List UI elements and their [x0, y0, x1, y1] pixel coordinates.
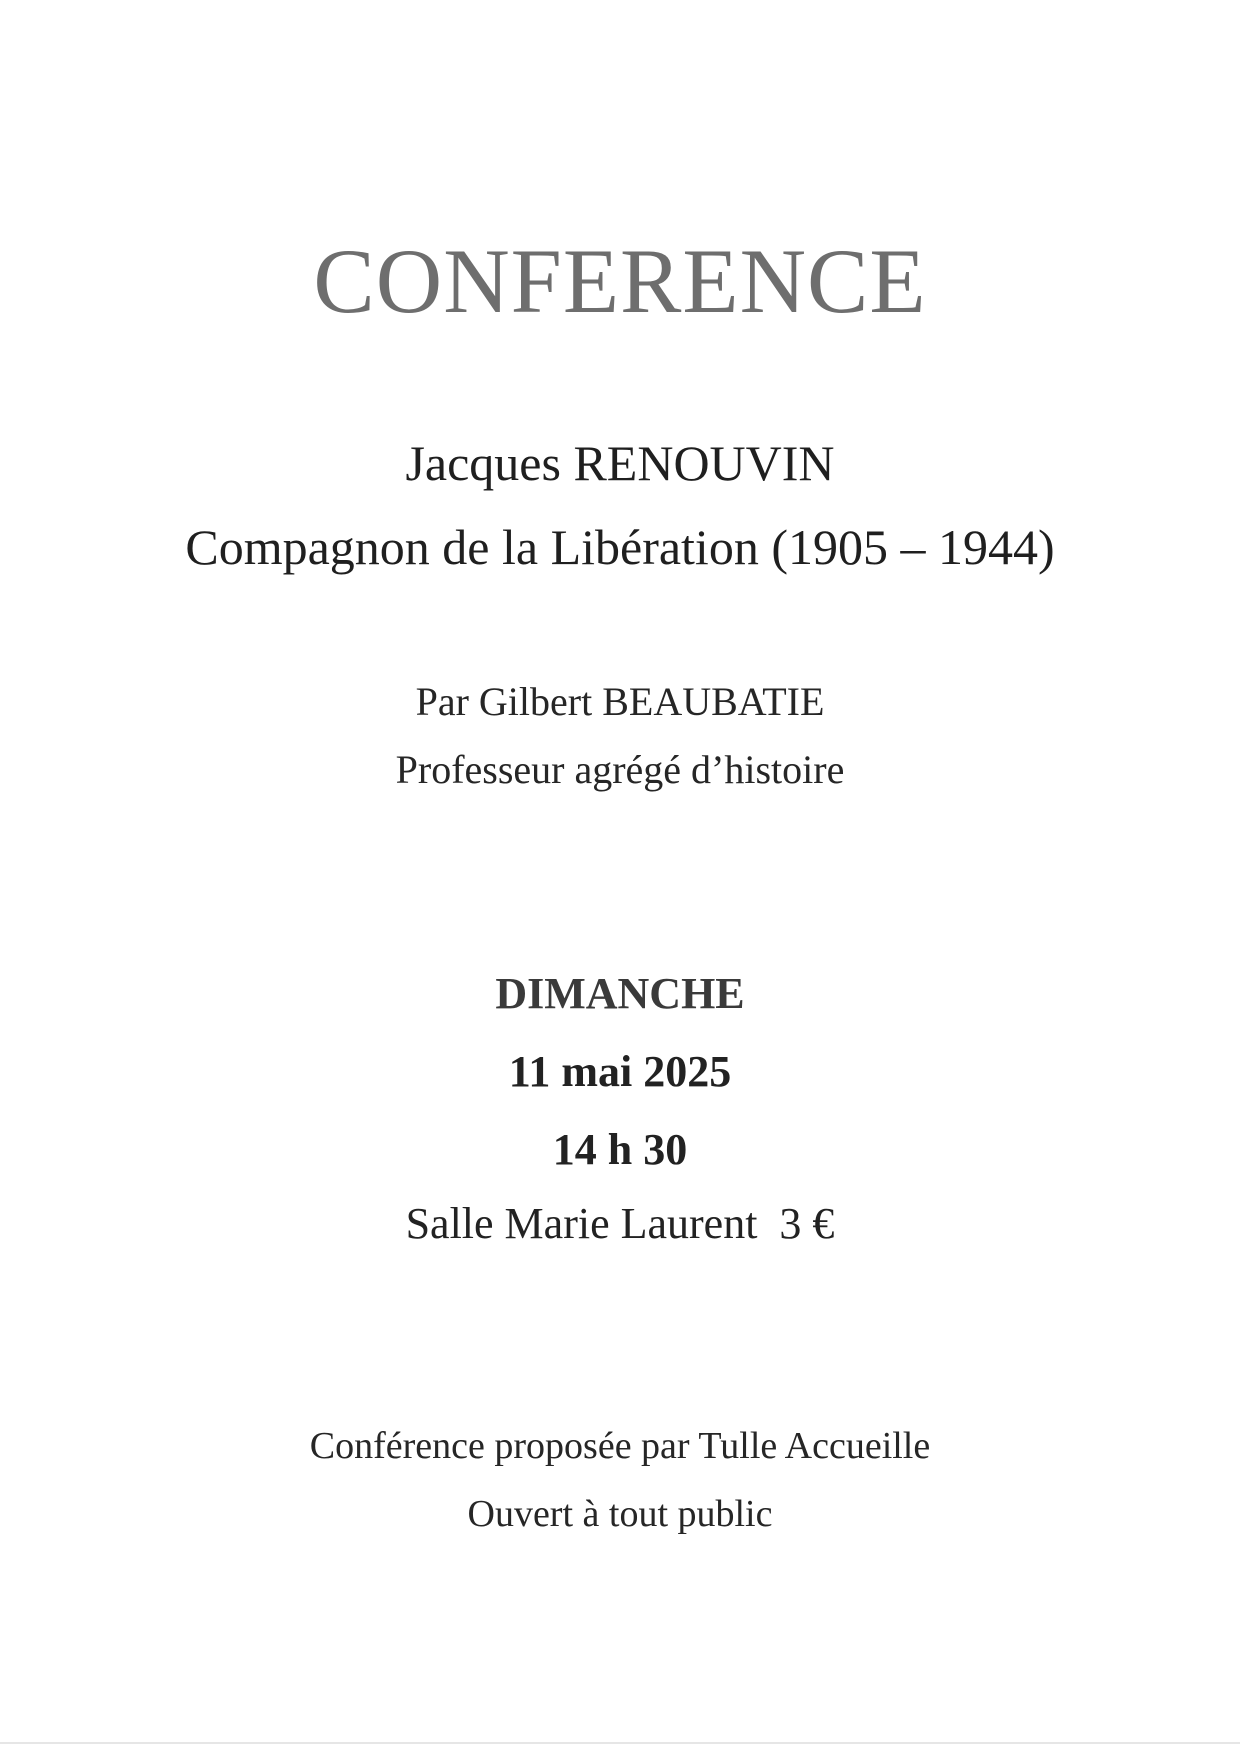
event-day: DIMANCHE — [495, 969, 745, 1018]
organizer-note: Conférence proposée par Tulle Accueille — [309, 1425, 931, 1467]
speaker-name: Par Gilbert BEAUBATIE — [415, 679, 825, 724]
speaker-title: Professeur agrégé d’histoire — [395, 747, 845, 792]
audience-note: Ouvert à tout public — [467, 1493, 773, 1535]
event-venue: Salle Marie Laurent — [405, 1199, 758, 1248]
event-venue-line — [0, 1198, 1240, 1249]
event-time: 14 h 30 — [552, 1125, 688, 1174]
event-date: 11 mai 2025 — [508, 1047, 732, 1096]
event-price: 3 € — [779, 1199, 835, 1248]
page-title: CONFERENCE — [313, 230, 927, 332]
subject-description: Compagnon de la Libération (1905 – 1944) — [185, 519, 1055, 575]
scan-edge-divider — [0, 1742, 1240, 1744]
subject-name: Jacques RENOUVIN — [405, 435, 835, 491]
